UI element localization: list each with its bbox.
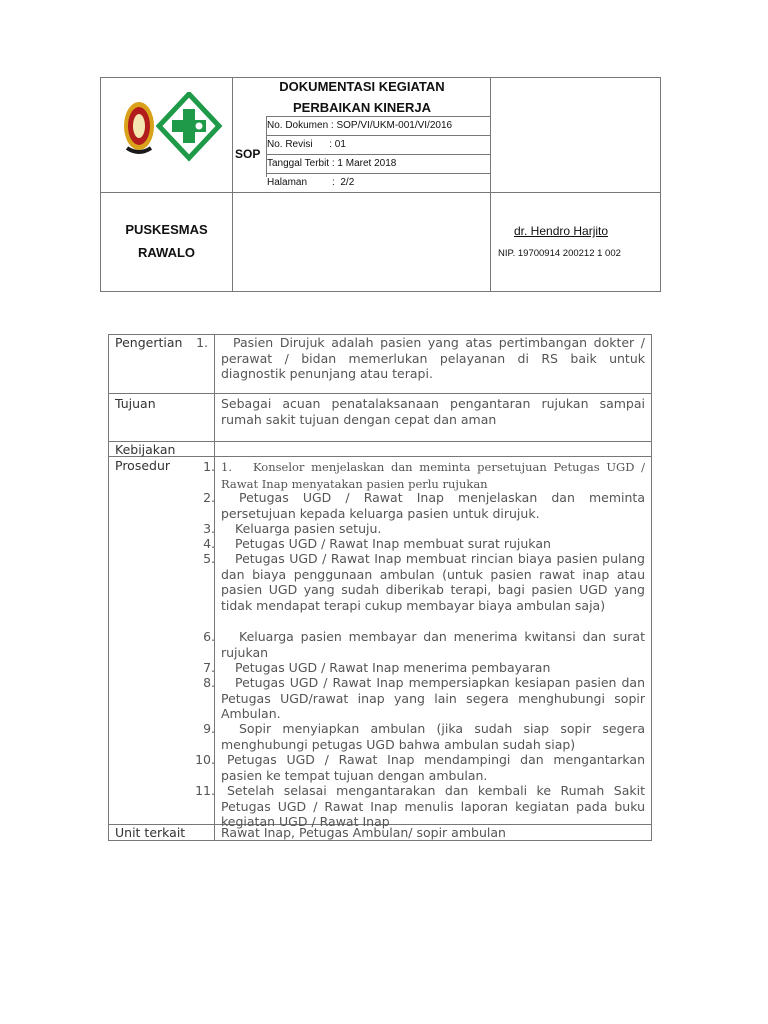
step-text-7: Petugas UGD / Rawat Inap menerima pembayaran bbox=[235, 660, 551, 675]
puskesmas-logo bbox=[121, 92, 229, 162]
document-header bbox=[100, 77, 661, 292]
step-text-11: Setelah selasai mengantarakan dan kembali ke Rumah Sakit Petugas UGD / Rawat Inap menulis laporan kegiatan pada buku kegiatan UGD / Rawat Inap bbox=[221, 783, 645, 829]
signatory-nip: NIP. 19700914 200212 1 002 bbox=[498, 248, 621, 259]
step-number: 8. bbox=[203, 675, 215, 690]
step-text-1: Konselor menjelaskan dan meminta persetujuan Petugas UGD / Rawat Inap menyatakan pasien perlu rujukan bbox=[221, 460, 646, 491]
divider bbox=[109, 441, 651, 442]
divider bbox=[266, 173, 490, 174]
revision-number: No. Revisi : 01 bbox=[267, 139, 346, 150]
label-tujuan: Tujuan bbox=[115, 396, 156, 411]
step-text-6: Keluarga pasien membayar dan menerima kwitansi dan surat rujukan bbox=[221, 629, 645, 660]
step-inner-number: 1. bbox=[221, 460, 232, 474]
step-text-8: Petugas UGD / Rawat Inap mempersiapkan kesiapan pasien dan Petugas UGD/rawat inap yang lain segera menghubungi sopir Ambulan. bbox=[221, 675, 645, 721]
document-title-line2: PERBAIKAN KINERJA bbox=[293, 100, 431, 115]
label-kebijakan: Kebijakan bbox=[115, 442, 176, 457]
sop-label: SOP bbox=[235, 147, 261, 161]
label-pengertian: Pengertian bbox=[115, 335, 183, 350]
divider bbox=[109, 393, 651, 394]
step-number: 4. bbox=[203, 536, 215, 551]
step-number: 6. bbox=[203, 629, 215, 644]
step-number: 3. bbox=[203, 521, 215, 536]
step-text-3: Keluarga pasien setuju. bbox=[235, 521, 382, 536]
step-text-9: Sopir menyiapkan ambulan (jika sudah siap sopir segera menghubungi petugas UGD bahwa ambulan sudah siap) bbox=[221, 721, 645, 752]
sop-table bbox=[108, 334, 652, 841]
step-number: 10. bbox=[195, 752, 215, 767]
org-name-line1: PUSKESMAS bbox=[125, 222, 208, 237]
step-text-4: Petugas UGD / Rawat Inap membuat surat rujukan bbox=[235, 536, 551, 551]
tujuan-text: Sebagai acuan penatalaksanaan pengantaran rujukan sampai rumah sakit tujuan dengan cepat dan aman bbox=[221, 396, 645, 427]
step-number: 5. bbox=[203, 551, 215, 566]
unit-terkait-text: Rawat Inap, Petugas Ambulan/ sopir ambulan bbox=[221, 825, 506, 840]
divider bbox=[266, 116, 490, 117]
step-text-5: Petugas UGD / Rawat Inap membuat rincian biaya pasien pulang dan biaya penggunaan ambulan (untuk pasien rawat inap atau pasien UGD yang sudah diberikab terapi, bagi pasien UGD yang tidak mendapat terapi cukup membayar biaya ambulan saja) bbox=[221, 551, 645, 613]
divider bbox=[266, 135, 490, 136]
divider bbox=[101, 192, 660, 193]
label-prosedur: Prosedur bbox=[115, 458, 171, 473]
pengertian-number: 1. bbox=[196, 335, 208, 350]
divider bbox=[109, 456, 651, 457]
org-name-line2: RAWALO bbox=[137, 245, 196, 260]
publish-date: Tanggal Terbit : 1 Maret 2018 bbox=[267, 158, 397, 169]
document-number: No. Dokumen : SOP/VI/UKM-001/VI/2016 bbox=[267, 120, 453, 131]
document-title-line1: DOKUMENTASI KEGIATAN bbox=[279, 79, 445, 94]
step-number: 11. bbox=[195, 783, 215, 798]
step-number: 1. bbox=[203, 459, 215, 474]
step-text-10: Petugas UGD / Rawat Inap mendampingi dan mengantarkan pasien ke tempat tujuan dengan ambulan. bbox=[221, 752, 645, 783]
pengertian-text: Pasien Dirujuk adalah pasien yang atas pertimbangan dokter / perawat / bidan memerlukan pelayanan di RS baik untuk diagnostik penunjang atau terapi. bbox=[221, 335, 645, 381]
step-text bbox=[221, 459, 645, 492]
step-number: 9. bbox=[203, 721, 215, 736]
step-number: 2. bbox=[203, 490, 215, 505]
page-number: Halaman : 2/2 bbox=[267, 177, 355, 188]
label-unit-terkait: Unit terkait bbox=[115, 825, 186, 840]
step-number: 7. bbox=[203, 660, 215, 675]
step-text-2: Petugas UGD / Rawat Inap menjelaskan dan meminta persetujuan kepada keluarga pasien untuk dirujuk. bbox=[221, 490, 645, 521]
signatory-name: dr. Hendro Harjito bbox=[514, 224, 609, 238]
divider bbox=[266, 154, 490, 155]
